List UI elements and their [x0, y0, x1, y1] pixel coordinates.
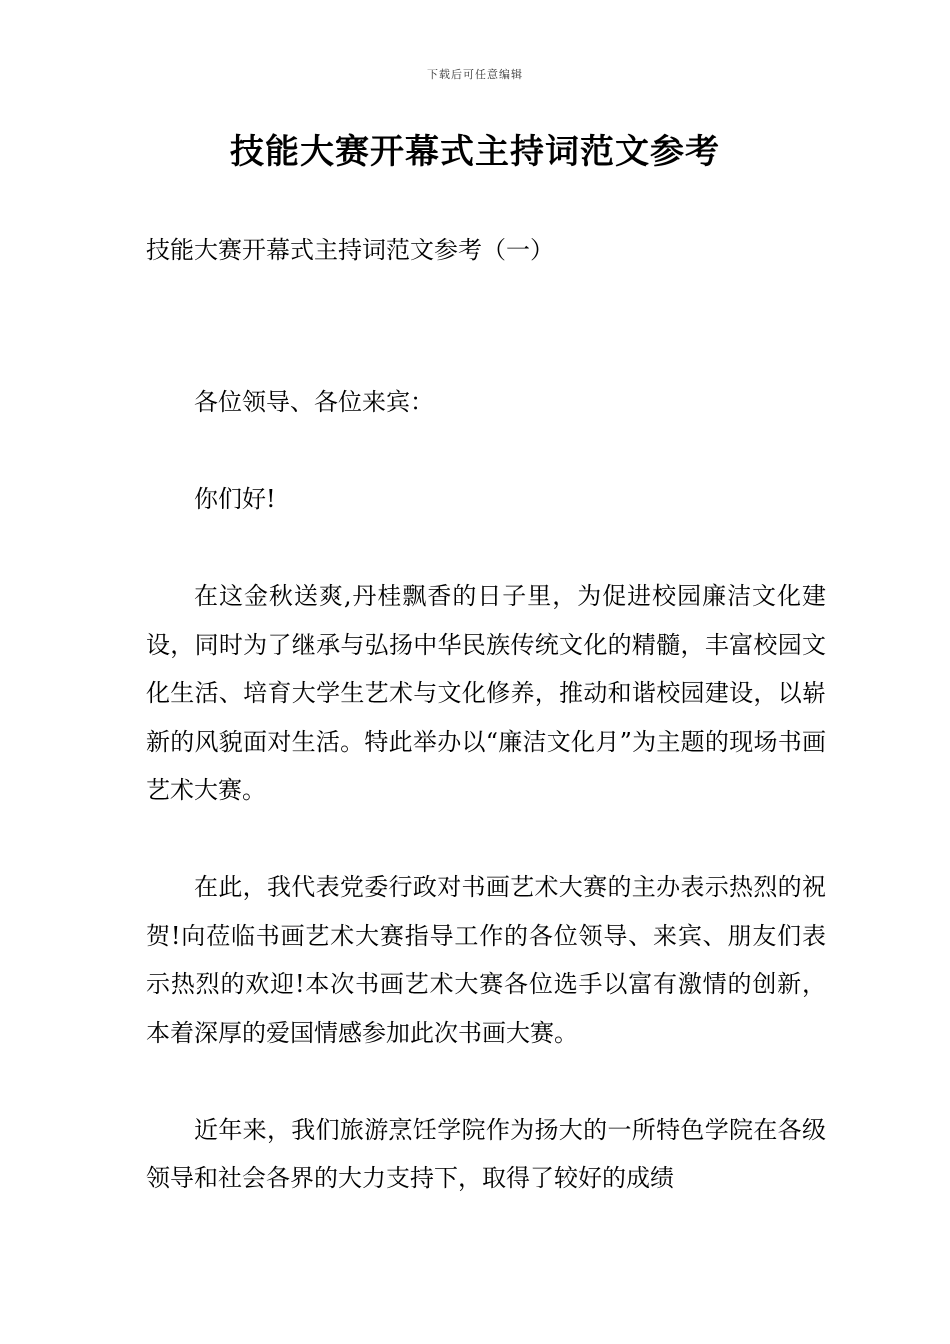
paragraph: 在此，我代表党委行政对书画艺术大赛的主办表示热烈的祝贺!向莅临书画艺术大赛指导工作的各位领导、来宾、朋友们表示热烈的欢迎!本次书画艺术大赛各位选手以富有激情的创新，本着深厚的爱国情感参加此次书画大赛。	[146, 873, 826, 1047]
page-header-note: 下载后可任意编辑	[427, 68, 523, 81]
paragraph: 在这金秋送爽,丹桂飘香的日子里，为促进校园廉洁文化建设，同时为了继承与弘扬中华民族传统文化的精髓，丰富校园文化生活、培育大学生艺术与文化修养，推动和谐校园建设，以崭新的风貌面对生活。特此举办以“廉洁文化月”为主题的现场书画艺术大赛。	[146, 582, 826, 804]
paragraph-greeting: 你们好!	[194, 485, 276, 513]
paragraph-salutation: 各位领导、各位来宾：	[194, 388, 434, 416]
paragraph: 近年来，我们旅游烹饪学院作为扬大的一所特色学院在各级领导和社会各界的大力支持下，取得了较好的成绩	[146, 1115, 826, 1192]
document-title: 技能大赛开幕式主持词范文参考	[230, 132, 720, 172]
section-subtitle: 技能大赛开幕式主持词范文参考（一）	[146, 236, 554, 264]
document-body	[146, 378, 826, 1203]
